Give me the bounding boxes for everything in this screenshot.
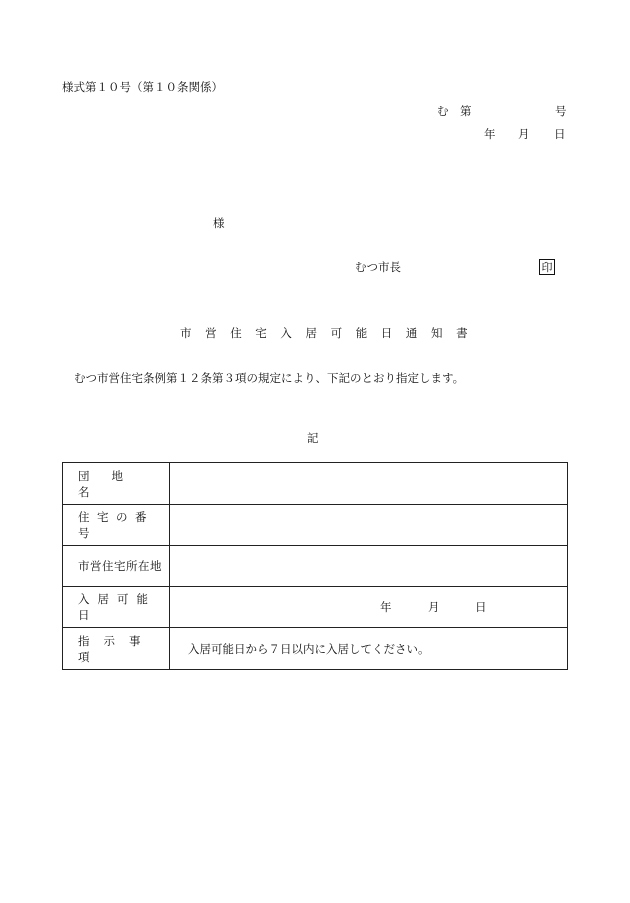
value-move-in-date	[170, 587, 567, 627]
addressee-suffix: 様	[213, 216, 225, 230]
reference-prefix: む	[437, 104, 449, 118]
label-location: 市営住宅所在地	[78, 559, 162, 573]
label-danchi-name: 団地名	[78, 468, 145, 499]
value-danchi-name	[170, 463, 567, 504]
value-housing-number	[170, 505, 567, 545]
label-instructions: 指示事項	[78, 633, 155, 664]
issue-date-day: 日	[554, 127, 566, 141]
reference-dai: 第	[460, 104, 472, 118]
ki-heading: 記	[307, 431, 319, 445]
table-row-move-in-date	[63, 586, 567, 627]
table-row-housing-number	[63, 504, 567, 545]
move-in-month: 月	[428, 600, 440, 614]
value-location	[170, 546, 567, 586]
issue-date-month: 月	[518, 127, 530, 141]
label-move-in-date: 入居可能日	[78, 592, 156, 622]
form-number: 様式第１０号（第１０条関係）	[62, 80, 223, 94]
value-instructions: 入居可能日から７日以内に入居してください。	[188, 641, 430, 656]
reference-go: 号	[555, 104, 567, 118]
issue-date-year: 年	[484, 127, 496, 141]
table-row-danchi	[63, 463, 567, 504]
issuer-name: むつ市長	[355, 260, 401, 274]
move-in-day: 日	[475, 600, 487, 614]
details-table	[62, 462, 568, 670]
seal-mark: 印	[539, 259, 555, 275]
move-in-year: 年	[380, 600, 392, 614]
table-row-location	[63, 545, 567, 586]
document-title: 市営住宅入居可能日通知書	[180, 326, 482, 340]
table-row-instructions	[63, 627, 567, 669]
body-text: むつ市営住宅条例第１２条第３項の規定により、下記のとおり指定します。	[74, 371, 465, 385]
label-housing-number: 住宅の番号	[78, 510, 154, 540]
